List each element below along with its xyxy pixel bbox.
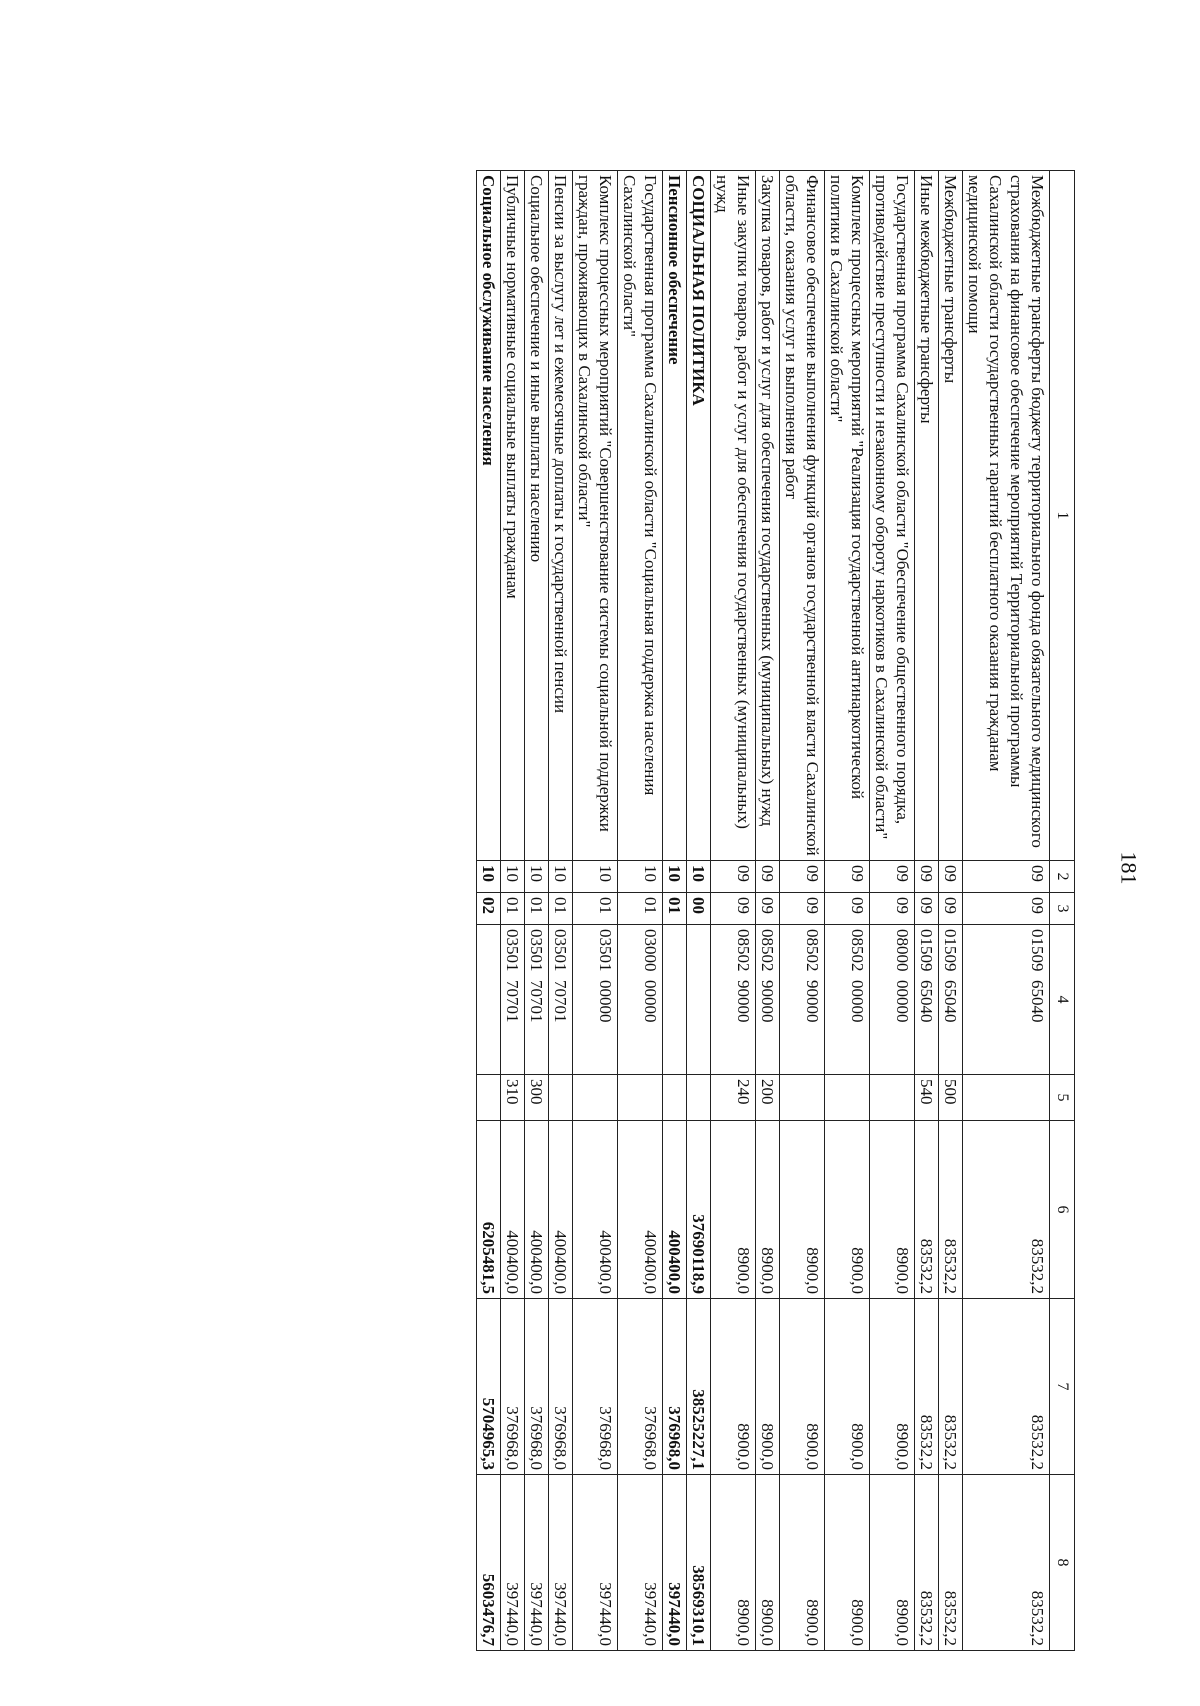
- page-number: 181: [1116, 851, 1142, 885]
- row-name-cell: Межбюджетные трансферты: [939, 171, 963, 861]
- target-article-cell: 03000 00000: [618, 925, 663, 1075]
- header-cell-1: 1: [1050, 171, 1075, 861]
- header-cell-3: 3: [1050, 893, 1075, 925]
- row-name-cell: Пенсии за выслугу лет и ежемесячные доплаты к государственной пенсии: [549, 171, 573, 861]
- table-row-subsection-total: [477, 171, 501, 1651]
- amount-col7-cell: 376968,0: [663, 1299, 687, 1475]
- header-cell-5: 5: [1050, 1075, 1075, 1121]
- section-code-cell: 09: [870, 861, 915, 893]
- section-code-cell: 10: [663, 861, 687, 893]
- header-cell-2: 2: [1050, 861, 1075, 893]
- amount-col8-cell: 8900,0: [825, 1475, 870, 1651]
- header-row: [1050, 171, 1075, 1651]
- amount-col8-cell: 83532,2: [963, 1475, 1050, 1651]
- amount-col8-cell: 83532,2: [915, 1475, 939, 1651]
- subsection-code-cell: 09: [870, 893, 915, 925]
- amount-col6-cell: 400400,0: [501, 1121, 525, 1299]
- amount-col8-cell: 5603476,7: [477, 1475, 501, 1651]
- amount-col6-cell: 83532,2: [939, 1121, 963, 1299]
- table-row: [573, 171, 618, 1651]
- subsection-code-cell: 09: [939, 893, 963, 925]
- row-name-cell: Публичные нормативные социальные выплаты гражданам: [501, 171, 525, 861]
- subsection-code-cell: 00: [687, 893, 711, 925]
- target-article-cell: 01509 65040: [939, 925, 963, 1075]
- row-name-cell: Пенсионное обеспечение: [663, 171, 687, 861]
- amount-col6-cell: 37690118,9: [687, 1121, 711, 1299]
- table-row: [501, 171, 525, 1651]
- subsection-code-cell: 09: [756, 893, 780, 925]
- table-row: [963, 171, 1050, 1651]
- section-code-cell: 09: [939, 861, 963, 893]
- row-name-cell: Финансовое обеспечение выполнения функций органов государственной власти Сахалинской области, оказания услуг и выполнения работ: [780, 171, 825, 861]
- table-row: [780, 171, 825, 1651]
- subsection-code-cell: 09: [780, 893, 825, 925]
- target-article-cell: 08502 00000: [825, 925, 870, 1075]
- subsection-code-cell: 01: [573, 893, 618, 925]
- amount-col8-cell: 397440,0: [618, 1475, 663, 1651]
- subsection-code-cell: 01: [525, 893, 549, 925]
- subsection-code-cell: 09: [963, 893, 1050, 925]
- amount-col7-cell: 376968,0: [618, 1299, 663, 1475]
- target-article-cell: 03501 70701: [525, 925, 549, 1075]
- subsection-code-cell: 01: [663, 893, 687, 925]
- target-article-cell: 03501 00000: [573, 925, 618, 1075]
- table-row: [756, 171, 780, 1651]
- section-code-cell: 10: [573, 861, 618, 893]
- amount-col7-cell: 376968,0: [573, 1299, 618, 1475]
- expense-type-cell: [663, 1075, 687, 1121]
- amount-col6-cell: 400400,0: [663, 1121, 687, 1299]
- section-code-cell: 10: [687, 861, 711, 893]
- table-row: [711, 171, 756, 1651]
- table-row: [915, 171, 939, 1651]
- expense-type-cell: [963, 1075, 1050, 1121]
- amount-col7-cell: 5704965,3: [477, 1299, 501, 1475]
- amount-col6-cell: 8900,0: [825, 1121, 870, 1299]
- section-code-cell: 10: [501, 861, 525, 893]
- section-code-cell: 09: [915, 861, 939, 893]
- subsection-code-cell: 01: [549, 893, 573, 925]
- expense-type-cell: 540: [915, 1075, 939, 1121]
- amount-col6-cell: 8900,0: [711, 1121, 756, 1299]
- section-code-cell: 09: [711, 861, 756, 893]
- table-row: [939, 171, 963, 1651]
- section-code-cell: 10: [477, 861, 501, 893]
- amount-col8-cell: 83532,2: [939, 1475, 963, 1651]
- amount-col6-cell: 400400,0: [549, 1121, 573, 1299]
- amount-col8-cell: 8900,0: [711, 1475, 756, 1651]
- row-name-cell: СОЦИАЛЬНАЯ ПОЛИТИКА: [687, 171, 711, 861]
- expense-type-cell: 310: [501, 1075, 525, 1121]
- row-name-cell: Иные межбюджетные трансферты: [915, 171, 939, 861]
- section-code-cell: 09: [756, 861, 780, 893]
- subsection-code-cell: 01: [618, 893, 663, 925]
- target-article-cell: 08502 90000: [780, 925, 825, 1075]
- row-name-cell: Комплекс процессных мероприятий "Реализация государственной антинаркотической политики в Сахалинской области": [825, 171, 870, 861]
- section-code-cell: 10: [618, 861, 663, 893]
- expense-type-cell: 200: [756, 1075, 780, 1121]
- expense-type-cell: [687, 1075, 711, 1121]
- target-article-cell: 08502 90000: [711, 925, 756, 1075]
- amount-col6-cell: 6205481,5: [477, 1121, 501, 1299]
- table-row-subsection-total: [663, 171, 687, 1651]
- row-name-cell: Закупка товаров, работ и услуг для обеспечения государственных (муниципальных) нужд: [756, 171, 780, 861]
- section-code-cell: 09: [780, 861, 825, 893]
- amount-col8-cell: 397440,0: [525, 1475, 549, 1651]
- amount-col7-cell: 8900,0: [780, 1299, 825, 1475]
- amount-col7-cell: 376968,0: [501, 1299, 525, 1475]
- subsection-code-cell: 09: [711, 893, 756, 925]
- target-article-cell: 03501 70701: [549, 925, 573, 1075]
- target-article-cell: 01509 65040: [915, 925, 939, 1075]
- header-cell-8: 8: [1050, 1475, 1075, 1651]
- amount-col7-cell: 376968,0: [549, 1299, 573, 1475]
- expense-type-cell: [825, 1075, 870, 1121]
- row-name-cell: Социальное обслуживание населения: [477, 171, 501, 861]
- row-name-cell: Комплекс процессных мероприятий "Совершенствование системы социальной поддержки граждан, проживающих в Сахалинской области": [573, 171, 618, 861]
- amount-col8-cell: 8900,0: [780, 1475, 825, 1651]
- amount-col8-cell: 397440,0: [549, 1475, 573, 1651]
- amount-col7-cell: 8900,0: [756, 1299, 780, 1475]
- table-row: [525, 171, 549, 1651]
- header-cell-7: 7: [1050, 1299, 1075, 1475]
- section-code-cell: 10: [525, 861, 549, 893]
- amount-col8-cell: 8900,0: [756, 1475, 780, 1651]
- table-row: [825, 171, 870, 1651]
- section-code-cell: 09: [963, 861, 1050, 893]
- subsection-code-cell: 01: [501, 893, 525, 925]
- amount-col7-cell: 38525227,1: [687, 1299, 711, 1475]
- amount-col8-cell: 397440,0: [573, 1475, 618, 1651]
- amount-col8-cell: 397440,0: [501, 1475, 525, 1651]
- target-article-cell: [663, 925, 687, 1075]
- amount-col7-cell: 8900,0: [711, 1299, 756, 1475]
- amount-col7-cell: 83532,2: [915, 1299, 939, 1475]
- table-row: [549, 171, 573, 1651]
- amount-col6-cell: 83532,2: [963, 1121, 1050, 1299]
- expense-type-cell: [477, 1075, 501, 1121]
- row-name-cell: Государственная программа Сахалинской области "Социальная поддержка населения Сахалинской области": [618, 171, 663, 861]
- amount-col8-cell: 8900,0: [870, 1475, 915, 1651]
- amount-col8-cell: 38569310,1: [687, 1475, 711, 1651]
- target-article-cell: 08000 00000: [870, 925, 915, 1075]
- table-row: [618, 171, 663, 1651]
- amount-col6-cell: 400400,0: [573, 1121, 618, 1299]
- row-name-cell: Межбюджетные трансферты бюджету территориального фонда обязательного медицинского страхования на финансовое обеспечение мероприятий Территориальной программы Сахалинской области государственных гарантий бесплатного оказания гражданам медицинской помощи: [963, 171, 1050, 861]
- expense-type-cell: 500: [939, 1075, 963, 1121]
- expense-type-cell: [780, 1075, 825, 1121]
- expense-type-cell: [573, 1075, 618, 1121]
- target-article-cell: 03501 70701: [501, 925, 525, 1075]
- row-name-cell: Иные закупки товаров, работ и услуг для обеспечения государственных (муниципальных) нужд: [711, 171, 756, 861]
- target-article-cell: 01509 65040: [963, 925, 1050, 1075]
- amount-col7-cell: 8900,0: [825, 1299, 870, 1475]
- amount-col6-cell: 8900,0: [870, 1121, 915, 1299]
- rotated-table-wrapper: [109, 170, 1075, 1650]
- row-name-cell: Социальное обеспечение и иные выплаты населению: [525, 171, 549, 861]
- expense-type-cell: [618, 1075, 663, 1121]
- amount-col7-cell: 8900,0: [870, 1299, 915, 1475]
- section-code-cell: 10: [549, 861, 573, 893]
- header-cell-6: 6: [1050, 1121, 1075, 1299]
- target-article-cell: [477, 925, 501, 1075]
- expense-type-cell: 300: [525, 1075, 549, 1121]
- expense-type-cell: [870, 1075, 915, 1121]
- table-row: [870, 171, 915, 1651]
- budget-table: [476, 170, 1075, 1651]
- amount-col7-cell: 83532,2: [963, 1299, 1050, 1475]
- header-cell-4: 4: [1050, 925, 1075, 1075]
- subsection-code-cell: 09: [825, 893, 870, 925]
- amount-col6-cell: 400400,0: [525, 1121, 549, 1299]
- amount-col6-cell: 400400,0: [618, 1121, 663, 1299]
- amount-col8-cell: 397440,0: [663, 1475, 687, 1651]
- target-article-cell: [687, 925, 711, 1075]
- amount-col6-cell: 83532,2: [915, 1121, 939, 1299]
- subsection-code-cell: 09: [915, 893, 939, 925]
- amount-col7-cell: 376968,0: [525, 1299, 549, 1475]
- amount-col6-cell: 8900,0: [756, 1121, 780, 1299]
- expense-type-cell: 240: [711, 1075, 756, 1121]
- section-code-cell: 09: [825, 861, 870, 893]
- table-row-section-total: [687, 171, 711, 1651]
- amount-col7-cell: 83532,2: [939, 1299, 963, 1475]
- subsection-code-cell: 02: [477, 893, 501, 925]
- target-article-cell: 08502 90000: [756, 925, 780, 1075]
- row-name-cell: Государственная программа Сахалинской области "Обеспечение общественного порядка, противодействие преступности и незаконному обороту наркотиков в Сахалинской области": [870, 171, 915, 861]
- amount-col6-cell: 8900,0: [780, 1121, 825, 1299]
- expense-type-cell: [549, 1075, 573, 1121]
